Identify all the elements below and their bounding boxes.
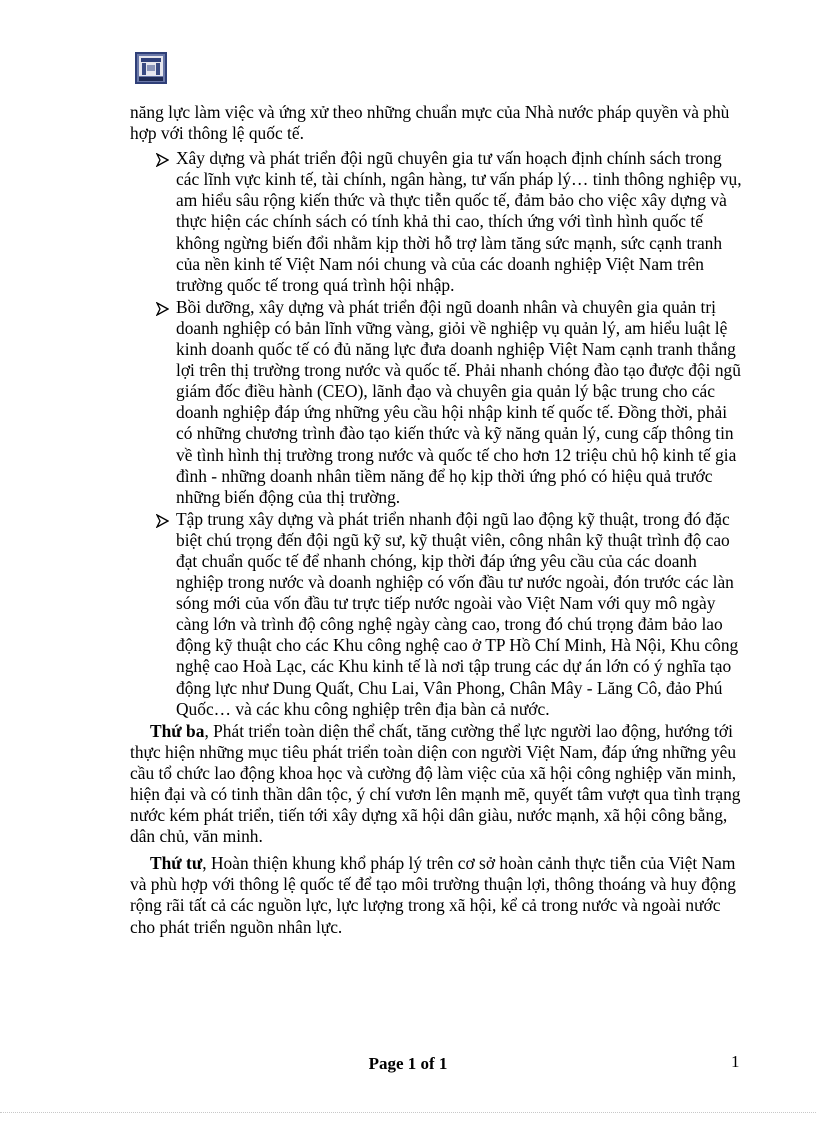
page-bottom-divider: [0, 1112, 816, 1113]
bullet-item: [130, 509, 742, 720]
arrow-bullet-icon: [156, 512, 169, 526]
paragraph-lead: Thứ tư: [150, 853, 203, 874]
paragraph-thu-tu: [130, 853, 742, 937]
intro-text: năng lực làm việc và ứng xử theo những chuẩn mực của Nhà nước pháp quyền và phù hợp với thông lệ quốc tế.: [130, 102, 730, 144]
page-footer-label: Page 1 of 1: [368, 1054, 448, 1073]
bullet-list: [130, 148, 742, 720]
page-number: 1: [731, 1052, 740, 1071]
bullet-text: Bồi dưỡng, xây dựng và phát triển đội ngũ doanh nhân và chuyên gia quản trị doanh nghiệp có bản lĩnh vững vàng, giỏi về nghiệp vụ quản lý, am hiểu luật lệ kinh doanh quốc tế có đủ năng lực đưa doanh nghiệp Việt Nam cạnh tranh thắng lợi trên thị trường trong nước và quốc tế. Phải nhanh chóng đào tạo được đội ngũ giám đốc điều hành (CEO), lãnh đạo và chuyên gia quản lý bậc trung cho các doanh nghiệp đáp ứng những yêu cầu hội nhập kinh tế quốc tế. Đồng thời, phải có những chương trình đào tạo kiến thức và kỹ năng quản lý, cung cấp thông tin về tình hình thị trường trong nước và quốc tế cho hơn 12 triệu chủ hộ kinh tế gia đình - những doanh nhân tiềm năng để họ kịp thời ứng phó có hiệu quả trước những biến động của thị trường.: [176, 296, 741, 507]
bullet-item: [130, 297, 742, 508]
document-body: [130, 102, 742, 938]
paragraph-text: , Phát triển toàn diện thể chất, tăng cường thể lực người lao động, hướng tới thực hiện những mục tiêu phát triển toàn diện con người Việt Nam, đáp ứng những yêu cầu tổ chức lao động khoa học và cường độ làm việc của xã hội công nghiệp văn minh, hiện đại và có tinh thần dân tộc, ý chí vươn lên mạnh mẽ, quyết tâm vượt qua tình trạng nước kém phát triển, tiến tới xây dựng xã hội dân giàu, nước mạnh, xã hội công bằng, dân chủ, văn minh.: [130, 720, 741, 847]
bullet-text: Tập trung xây dựng và phát triển nhanh đội ngũ lao động kỹ thuật, trong đó đặc biệt chú trọng đến đội ngũ kỹ sư, kỹ thuật viên, công nhân kỹ thuật trình độ cao đạt chuẩn quốc tế để nhanh chóng, kịp thời đáp ứng yêu cầu của các doanh nghiệp trong nước và doanh nghiệp có vốn đầu tư nước ngoài, đón trước các làn sóng mới của vốn đầu tư trực tiếp nước ngoài vào Việt Nam với quy mô ngày càng lớn và trình độ công nghệ ngày càng cao, trong đó chú trọng đảm bảo lao động kỹ thuật cho các Khu công nghệ cao ở TP Hồ Chí Minh, Hà Nội, Khu công nghệ cao Hoà Lạc, các Khu kinh tế là nơi tập trung các dự án lớn có ý nghĩa tạo động lực như Dung Quất, Chu Lai, Vân Phong, Chân Mây - Lăng Cô, đảo Phú Quốc… và các khu công nghiệp trên địa bàn cả nước.: [176, 508, 739, 719]
paragraph-thu-ba: [130, 721, 742, 848]
bullet-item: [130, 148, 742, 296]
paragraph-lead: Thứ ba: [150, 720, 205, 741]
bullet-text: Xây dựng và phát triển đội ngũ chuyên gia tư vấn hoạch định chính sách trong các lĩnh vực kinh tế, tài chính, ngân hàng, tư vấn pháp lý… tinh thông nghiệp vụ, am hiểu sâu rộng kiến thức và thực tiễn quốc tế, đảm bảo cho việc xây dựng và thực hiện các chính sách có tính khả thi cao, thích ứng với tình hình quốc tế không ngừng biến đổi nhằm kịp thời hỗ trợ làm tăng sức mạnh, sức cạnh tranh của nền kinh tế Việt Nam nói chung và của các doanh nghiệp Việt Nam trên trường quốc tế trong quá trình hội nhập.: [176, 148, 742, 295]
document-logo-icon: [135, 52, 167, 84]
paragraph-text: , Hoàn thiện khung khổ pháp lý trên cơ sở hoàn cảnh thực tiễn của Việt Nam và phù hợp với thông lệ quốc tế để tạo môi trường thuận lợi, thông thoáng và huy động rộng rãi tất cả các nguồn lực, lực lượng trong xã hội, kể cả trong nước và ngoài nước cho phát triển nguồn nhân lực.: [130, 853, 737, 937]
arrow-bullet-icon: [156, 300, 169, 314]
arrow-bullet-icon: [156, 151, 169, 165]
